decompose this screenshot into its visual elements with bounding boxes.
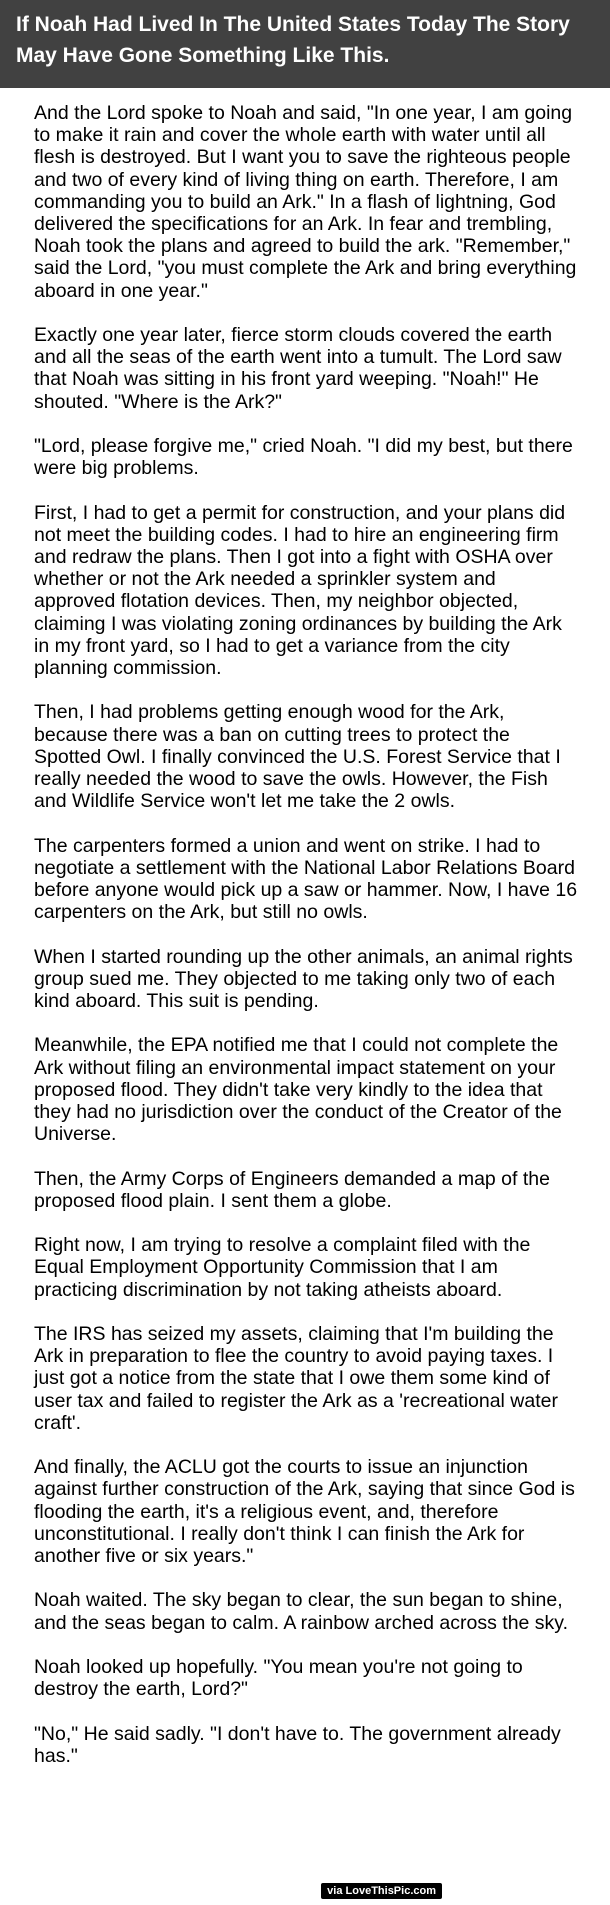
story-paragraph: The IRS has seized my assets, claiming that I'm building the Ark in preparation to flee the country to avoid paying taxes. I just got a notice from the state that I owe them some kind of user tax and failed to register the Ark as a 'recreational water craft'. xyxy=(34,1323,558,1434)
title-bar xyxy=(0,0,610,88)
story-paragraph: And the Lord spoke to Noah and said, "In one year, I am going to make it rain and cover the whole earth with water until all flesh is destroyed. But I want you to save the righteous people and two of every kind of living thing on earth. Therefore, I am commanding you to build an Ark." In a flash of lightning, God delivered the specifications for an Ark. In fear and trembling, Noah took the plans and agreed to build the ark. "Remember," said the Lord, "you must complete the Ark and bring everything aboard in one year." xyxy=(34,102,577,302)
story-paragraph: Exactly one year later, fierce storm clouds covered the earth and all the seas of the earth went into a tumult. The Lord saw that Noah was sitting in his front yard weeping. "Noah!" He shouted. "Where is the Ark?" xyxy=(34,324,562,413)
story-paragraph: When I started rounding up the other animals, an animal rights group sued me. They objected to me taking only two of each kind aboard. This suit is pending. xyxy=(34,945,573,1013)
story-paragraph: Then, the Army Corps of Engineers demanded a map of the proposed flood plain. I sent them a globe. xyxy=(34,1167,550,1212)
story-body xyxy=(34,102,582,1789)
source-watermark: via LoveThisPic.com xyxy=(321,1883,442,1899)
story-paragraph: The carpenters formed a union and went on strike. I had to negotiate a settlement with the National Labor Relations Board before anyone would pick up a saw or hammer. Now, I have 16 carpenters on the Ark, but still no owls. xyxy=(34,834,578,924)
story-paragraph-final: "No," He said sadly. "I don't have to. The government already has." xyxy=(34,1722,561,1767)
story-paragraph: Then, I had problems getting enough wood for the Ark, because there was a ban on cutting trees to protect the Spotted Owl. I finally convinced the U.S. Forest Service that I really needed the wood to save the owls. However, the Fish and Wildlife Service won't let me take the 2 owls. xyxy=(34,701,561,813)
story-paragraph: First, I had to get a permit for construction, and your plans did not meet the building codes. I had to hire an engineering firm and redraw the plans. Then I got into a fight with OSHA over whether or not the Ark needed a sprinkler system and approved flotation devices. Then, my neighbor objected, claiming I was violating zoning ordinances by building the Ark in my front yard, so I had to get a variance from the city planning commission. xyxy=(34,501,566,680)
story-paragraph: Meanwhile, the EPA notified me that I could not complete the Ark without filing an environmental impact statement on your proposed flood. They didn't take very kindly to the idea that they had no jurisdiction over the conduct of the Creator of the Universe. xyxy=(34,1034,562,1146)
story-paragraph: Noah waited. The sky began to clear, the sun began to shine, and the seas began to calm. A rainbow arched across the sky. xyxy=(34,1589,569,1634)
story-paragraph: And finally, the ACLU got the courts to issue an injunction against further construction of the Ark, saying that since God is flooding the earth, it's a religious event, and, therefore unconstitutional. I really don't think I can finish the Ark for another five or six years." xyxy=(34,1456,575,1568)
story-paragraph: Noah looked up hopefully. "You mean you're not going to destroy the earth, Lord?" xyxy=(34,1656,523,1701)
story-paragraph: "Lord, please forgive me," cried Noah. "I did my best, but there were big problems. xyxy=(34,435,573,480)
story-paragraph: Right now, I am trying to resolve a complaint filed with the Equal Employment Opportunity Commission that I am practicing discrimination by not taking atheists aboard. xyxy=(34,1234,531,1301)
page-title: If Noah Had Lived In The United States Today The Story May Have Gone Something Like This. xyxy=(16,13,570,67)
